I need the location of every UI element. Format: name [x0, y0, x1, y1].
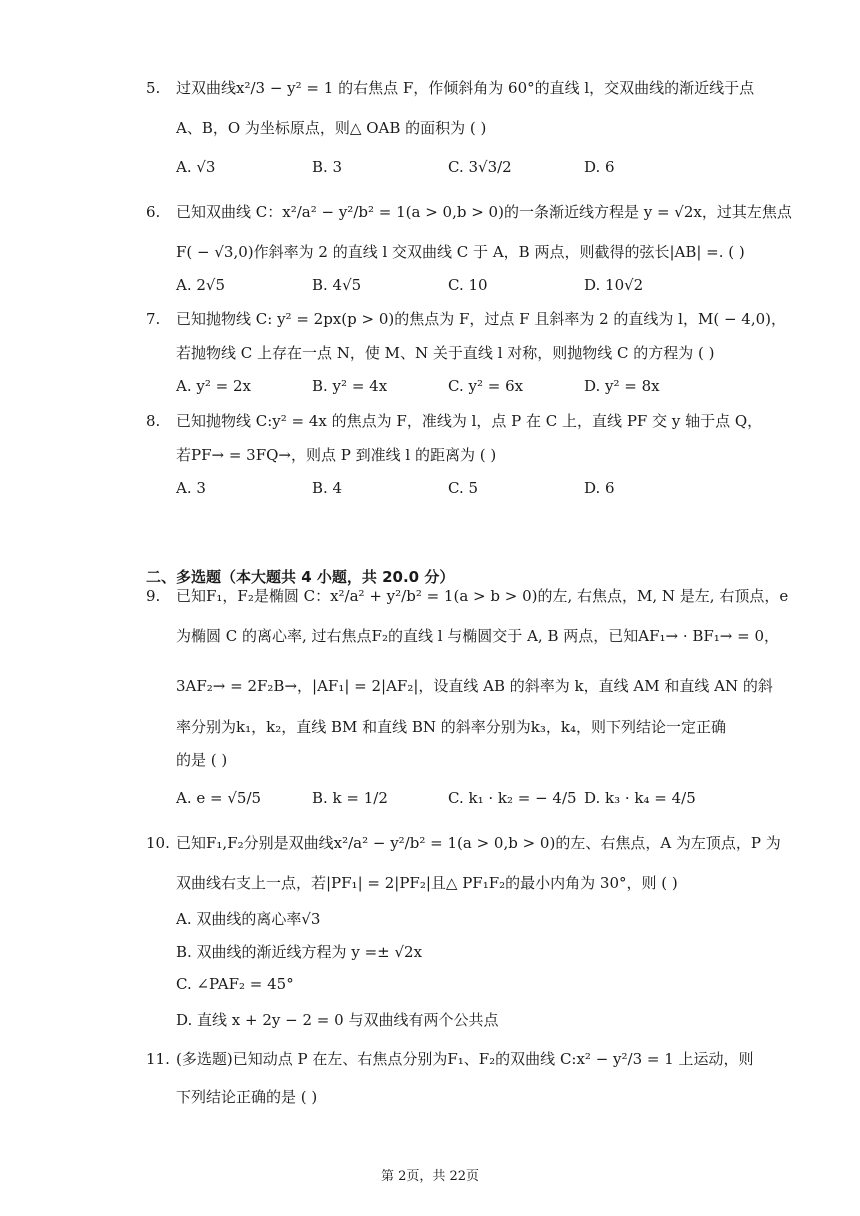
option-a: A. √3 [176, 158, 216, 176]
option-b: B. k = 1/2 [312, 789, 388, 807]
question-number: 11. [146, 1050, 170, 1068]
option-c: C. y² = 6x [448, 377, 524, 395]
option-c: C. ∠PAF₂ = 45° [176, 975, 294, 993]
question-number: 8. [146, 412, 161, 430]
section-title: 二、多选题（本大题共 4 小题，共 20.0 分） [146, 568, 455, 586]
question-text-line: 下列结论正确的是 ( ) [176, 1088, 318, 1106]
question-text-line: 为椭圆 C 的离心率, 过右焦点F₂的直线 l 与椭圆交于 A, B 两点，已知AF₁→ · BF₁→ = 0， [176, 627, 780, 645]
question-text-line: F( − √3,0)作斜率为 2 的直线 l 交双曲线 C 于 A，B 两点，则截得的弦长|AB| =. ( ) [176, 243, 745, 261]
question-text-line: 3AF₂→ = 2F₂B→，|AF₁| = 2|AF₂|，设直线 AB 的斜率为 k，直线 AM 和直线 AN 的斜 [176, 677, 773, 695]
question-text-line: 已知双曲线 C：x²/a² − y²/b² = 1(a > 0,b > 0)的一条渐近线方程是 y = √2x，过其左焦点 [176, 203, 792, 221]
question-text-line: 的是 ( ) [176, 751, 228, 769]
option-d: D. 6 [584, 479, 615, 497]
question-number: 6. [146, 203, 161, 221]
option-c: C. 10 [448, 276, 488, 294]
question-text-line: 已知F₁，F₂是椭圆 C：x²/a² + y²/b² = 1(a > b > 0)的左, 右焦点，M, N 是左, 右顶点，e [176, 587, 789, 605]
page-footer: 第 2页，共 22页 [380, 1169, 480, 1184]
option-c: C. 5 [448, 479, 479, 497]
option-b: B. 4√5 [312, 276, 362, 294]
question-number: 7. [146, 310, 161, 328]
question-text-line: 若抛物线 C 上存在一点 N，使 M、N 关于直线 l 对称，则抛物线 C 的方程为 ( ) [176, 344, 715, 362]
option-a: A. y² = 2x [176, 377, 251, 395]
question-text-line: 已知抛物线 C: y² = 2px(p > 0)的焦点为 F，过点 F 且斜率为 2 的直线为 l，M( − 4,0)， [176, 310, 787, 328]
option-b: B. 3 [312, 158, 343, 176]
option-b: B. 4 [312, 479, 343, 497]
question-text-line: 率分别为k₁，k₂，直线 BM 和直线 BN 的斜率分别为k₃，k₄，则下列结论一定正确 [176, 718, 727, 736]
question-text-line: 已知F₁,F₂分别是双曲线x²/a² − y²/b² = 1(a > 0,b > 0)的左、右焦点，A 为左顶点，P 为 [176, 834, 781, 852]
question-number: 10. [146, 834, 170, 852]
question-number: 5. [146, 79, 161, 97]
option-a: A. 3 [176, 479, 206, 497]
option-c: C. k₁ · k₂ = − 4/5 [448, 789, 577, 807]
option-a: A. 双曲线的离心率√3 [176, 910, 321, 928]
option-b: B. y² = 4x [312, 377, 388, 395]
question-text-line: 双曲线右支上一点，若|PF₁| = 2|PF₂|且△ PF₁F₂的最小内角为 30°，则 ( ) [176, 874, 678, 892]
question-text-line: 过双曲线x²/3 − y² = 1 的右焦点 F，作倾斜角为 60°的直线 l，交双曲线的渐近线于点 [176, 79, 755, 97]
option-d: D. k₃ · k₄ = 4/5 [584, 789, 696, 807]
option-b: B. 双曲线的渐近线方程为 y =± √2x [176, 943, 423, 961]
option-d: D. y² = 8x [584, 377, 660, 395]
option-d: D. 6 [584, 158, 615, 176]
option-c: C. 3√3/2 [448, 158, 512, 176]
question-number: 9. [146, 587, 161, 605]
option-a: A. e = √5/5 [176, 789, 262, 807]
question-text-line: 已知抛物线 C:y² = 4x 的焦点为 F，准线为 l，点 P 在 C 上，直线 PF 交 y 轴于点 Q， [176, 412, 763, 430]
question-text-line: A、B，O 为坐标原点，则△ OAB 的面积为 ( ) [176, 119, 487, 137]
option-d: D. 直线 x + 2y − 2 = 0 与双曲线有两个公共点 [176, 1011, 499, 1029]
question-text-line: 若PF→ = 3FQ→，则点 P 到准线 l 的距离为 ( ) [176, 446, 497, 464]
option-d: D. 10√2 [584, 276, 644, 294]
option-a: A. 2√5 [176, 276, 226, 294]
question-text-line: (多选题)已知动点 P 在左、右焦点分别为F₁、F₂的双曲线 C:x² − y²/3 = 1 上运动，则 [176, 1050, 754, 1068]
